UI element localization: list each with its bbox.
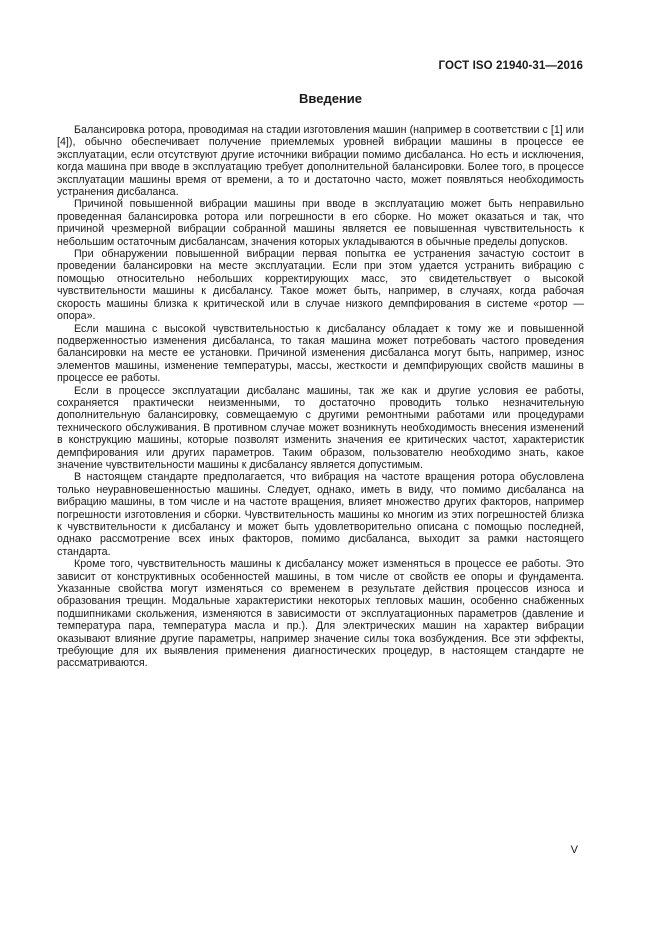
- standard-code-header: ГОСТ ISO 21940-31—2016: [438, 60, 583, 72]
- paragraph: Если машина с высокой чувствительностью к дисбалансу обладает к тому же и повышенной подверженностью изменения дисбаланса, то такая машина может потребовать частого проведения балансировки на месте ее установки. Причиной изменения дисбаланса могут быть, например, износ элементов машины, изменение температуры, массы, жесткости и демпфирующих свойств машины в процессе ее работы.: [57, 322, 584, 385]
- paragraph: Балансировка ротора, проводимая на стадии изготовления машин (например в соответствии с [1] или [4]), обычно обеспечивает получение приемлемых уровней вибрации машины в процессе ее эксплуатации, если отсутствуют другие источники вибрации помимо дисбаланса. Но есть и исключения, когда машина при вводе в эксплуатацию требует дополнительной балансировки. Более того, в процессе эксплуатации машины время от времени, а то и достаточно часто, может появляться необходимость устранения дисбаланса.: [57, 124, 584, 199]
- paragraph: Если в процессе эксплуатации дисбаланс машины, так же как и другие условия ее работы, сохраняется практически неизменными, то достаточно проводить только незначительную дополнительную балансировку, совмещаемую с другими ремонтными работами или процедурами технического обслуживания. В противном случае может возникнуть необходимость внесения изменений в конструкцию машины, которые позволят изменить значения ее критических частот, характеристик демпфирования или других параметров. Таким образом, пользователю необходимо знать, какое значение чувствительности машины к дисбалансу является допустимым.: [57, 384, 584, 471]
- page-number: V: [570, 844, 578, 856]
- paragraph: В настоящем стандарте предполагается, что вибрация на частоте вращения ротора обусловлена только неуравновешенностью машины. Следует, однако, иметь в виду, что помимо дисбаланса на вибрацию машины, в том числе и на частоте вращения, влияет множество других факторов, например погрешности изготовления и сборки. Чувствительность машины ко многим из этих погрешностей близка к чувствительности к дисбалансу и может быть удовлетворительно описана с помощью последней, однако рассмотрение всех иных факторов, помимо дисбаланса, выходит за рамки настоящего стандарта.: [57, 471, 584, 558]
- paragraph: При обнаружении повышенной вибрации первая попытка ее устранения зачастую состоит в проведении балансировки на месте эксплуатации. Если при этом удается устранить вибрацию с помощью относительно небольших корректирующих масс, это свидетельствует о высокой чувствительности машины к дисбалансу. Такое может быть, например, в случаях, когда рабочая скорость машины близка к критической или в случае низкого демпфирования в системе «ротор — опора».: [57, 248, 584, 323]
- paragraph: Причиной повышенной вибрации машины при вводе в эксплуатацию может быть неправильно проведенная балансировка ротора или погрешности в его сборке. Но может оказаться и так, что причиной чрезмерной вибрации собранной машины является ее повышенная чувствительность к небольшим остаточным дисбалансам, значения которых укладываются в обычные пределы допусков.: [57, 198, 584, 248]
- paragraph: Кроме того, чувствительность машины к дисбалансу может изменяться в процессе ее работы. Это зависит от конструктивных особенностей машины, в том числе от свойств ее опоры и фундамента. Указанные свойства могут изменяться со временем в результате действия процессов износа и образования трещин. Модальные характеристики некоторых тепловых машин, особенно снабженных подшипниками скольжения, изменяются в зависимости от эксплуатационных параметров (давление и температура пара, температура масла и пр.). Для электрических машин на характер вибрации оказывают влияние другие параметры, например значение силы тока возбуждения. Все эти эффекты, требующие для их выявления применения диагностических процедур, в настоящем стандарте не рассматриваются.: [57, 558, 584, 670]
- introduction-body: [57, 124, 584, 670]
- section-title: Введение: [299, 91, 362, 106]
